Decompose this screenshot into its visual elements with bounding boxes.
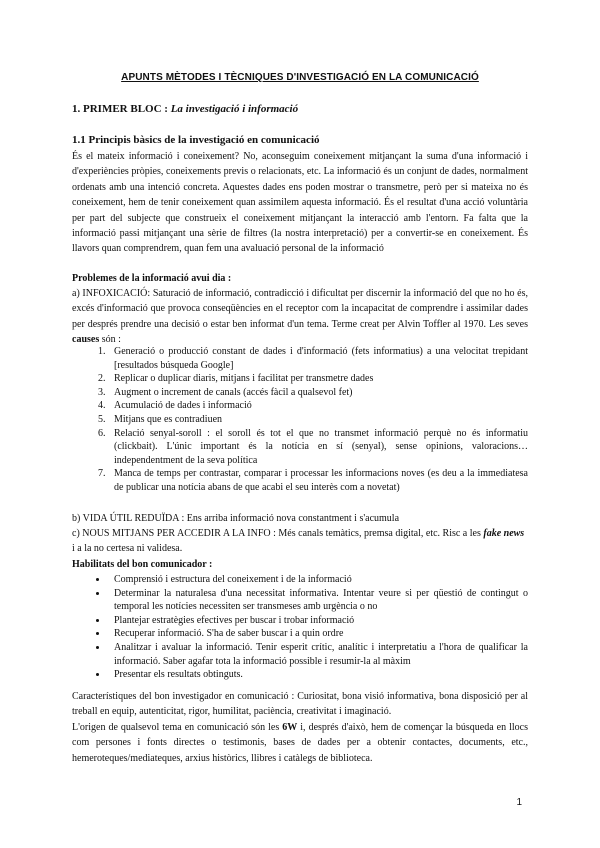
causes-word: causes bbox=[72, 334, 100, 346]
section-heading bbox=[72, 103, 298, 115]
characteristics-paragraph: Característiques del bon investigador en comunicació : Curiositat, bona visió informativa, bona disposició per al treball en equip, autenticitat, rigor, humilitat, paciència, creativitat i imaginació. bbox=[72, 691, 528, 718]
nous-paragraph bbox=[72, 526, 528, 557]
skill-item: • Analitzar i avaluar la informació. Tenir esperit crític, analític i interpretatiu a l'hora de qualificar la informació. Saber agafar tota la informació possible i resumir-la al màxim bbox=[108, 641, 528, 668]
cause-item: 5. Mitjans que es contradiuen bbox=[108, 413, 528, 427]
nous-after: i a la no certesa ni validesa. bbox=[72, 543, 183, 555]
skill-item: • Presentar els resultats obtinguts. bbox=[108, 668, 528, 682]
section-number: 1. PRIMER BLOC : bbox=[72, 103, 168, 115]
cause-item: 6. Relació senyal-soroll : el soroll és tot el que no transmet informació perquè no és informatiu (clickbait). L'únic important és la notícia en sí (senyal), sense opinions, valoracions… independentment de la seva política bbox=[108, 427, 528, 468]
cause-item: 4. Acumulació de dades i informació bbox=[108, 399, 528, 413]
vida-text: : Ens arriba informació nova constantment i s'acumula bbox=[178, 513, 400, 524]
document-title: APUNTS MÈTODES I TÈCNIQUES D'INVESTIGACIÓ EN LA COMUNICACIÓ bbox=[121, 72, 479, 83]
section-label: La investigació i informació bbox=[170, 103, 299, 115]
infoxication-after: són : bbox=[99, 334, 121, 346]
skills-list bbox=[72, 573, 528, 682]
vida-paragraph bbox=[72, 511, 528, 526]
origin-paragraph bbox=[72, 720, 528, 766]
skill-item: • Determinar la naturalesa d'una necessitat informativa. Intentar veure si per qüestió de contingut o temporal les notícies necessiten ser transmeses amb urgència o no bbox=[108, 587, 528, 614]
cause-item: 3. Augment o increment de canals (accés fàcil a qualsevol fet) bbox=[108, 386, 528, 400]
skill-item: • Plantejar estratègies efectives per buscar i trobar informació bbox=[108, 614, 528, 628]
page-number: 1 bbox=[516, 797, 522, 808]
cause-item: 7. Manca de temps per contrastar, comparar i processar les informacions noves (es deu a la immediatesa de publicar una notícia abans de que acabi el seu interès com a novetat) bbox=[108, 467, 528, 494]
skills-heading: Habilitats del bon comunicador : bbox=[72, 559, 213, 570]
infoxication-paragraph bbox=[72, 286, 528, 348]
origin-after: i, després d'això, hem de començar la búsqueda en llocs com persones i fonts directes o testimonis, bases de dades per a obtenir contactes, documents, etc., hemeroteques/mediateques, arxius històrics, llibres i catàlegs de biblioteca. bbox=[72, 722, 528, 764]
vida-label: b) VIDA ÚTIL REDUÏDA bbox=[72, 513, 179, 524]
causes-list bbox=[72, 345, 528, 495]
skill-item: • Comprensió i estructura del coneixement i de la informació bbox=[108, 573, 528, 587]
causes-list-wrap bbox=[72, 345, 528, 495]
origin-before: L'origen de qualsevol tema en comunicació són les bbox=[72, 722, 283, 733]
subsection-heading: 1.1 Principis bàsics de la investigació en comunicació bbox=[72, 134, 320, 146]
nous-text: : Més canals temàtics, premsa digital, etc. Risc a les bbox=[270, 528, 484, 539]
fake-news: fake news bbox=[483, 528, 525, 539]
skills-list-wrap bbox=[72, 573, 528, 682]
cause-item: 1. Generació o producció constant de dades i d'informació (fets informatius) a una velocitat trepidant [resultados búsqueda Google] bbox=[108, 345, 528, 372]
nous-label: c) NOUS MITJANS PER ACCEDIR A LA INFO bbox=[72, 528, 271, 539]
skill-item: • Recuperar informació. S'ha de saber buscar i a quin ordre bbox=[108, 627, 528, 641]
origin-bold: 6W bbox=[282, 722, 298, 733]
infoxication-text: : Saturació de informació, contradicció i dificultat per discernir la informació del que no ho és, excés d'informació que provoca conseqüències en el receptor com la incapacitat de comprendre i assimilar dades per després prendre una decisió o estar ben informat d'un tema. Terme creat per Alvin Toffler al 1970. Les seves bbox=[72, 288, 528, 330]
infoxication-label: a) INFOXICACIÓ bbox=[72, 288, 148, 299]
problems-heading: Problemes de la informació avui dia : bbox=[72, 273, 232, 284]
cause-item: 2. Replicar o duplicar diaris, mitjans i facilitat per transmetre dades bbox=[108, 372, 528, 386]
intro-paragraph: És el mateix informació i coneixement? No, aconseguim coneixement mitjançant la suma d'una informació i d'experiències pròpies, coneixements previs o relacionats, etc. La informació és un conjunt de dades, normalment ordenats amb una intenció concreta. Aquestes dades ens poden mostrar o transmetre, però per si mateixa no és coneixement, hem de tenir coneixement quan assimilem aquesta informació. És el resultat d'una acció voluntària per part del subjecte que construeix el coneixement mitjançant la interacció amb l'entorn. Fa falta que la informació passi mitjançant una sèrie de filtres (la nostra interpretació) per a convertir-se en coneixement. És llavors quan comprendrem, quan fem una avaluació personal de la informació bbox=[72, 151, 528, 255]
